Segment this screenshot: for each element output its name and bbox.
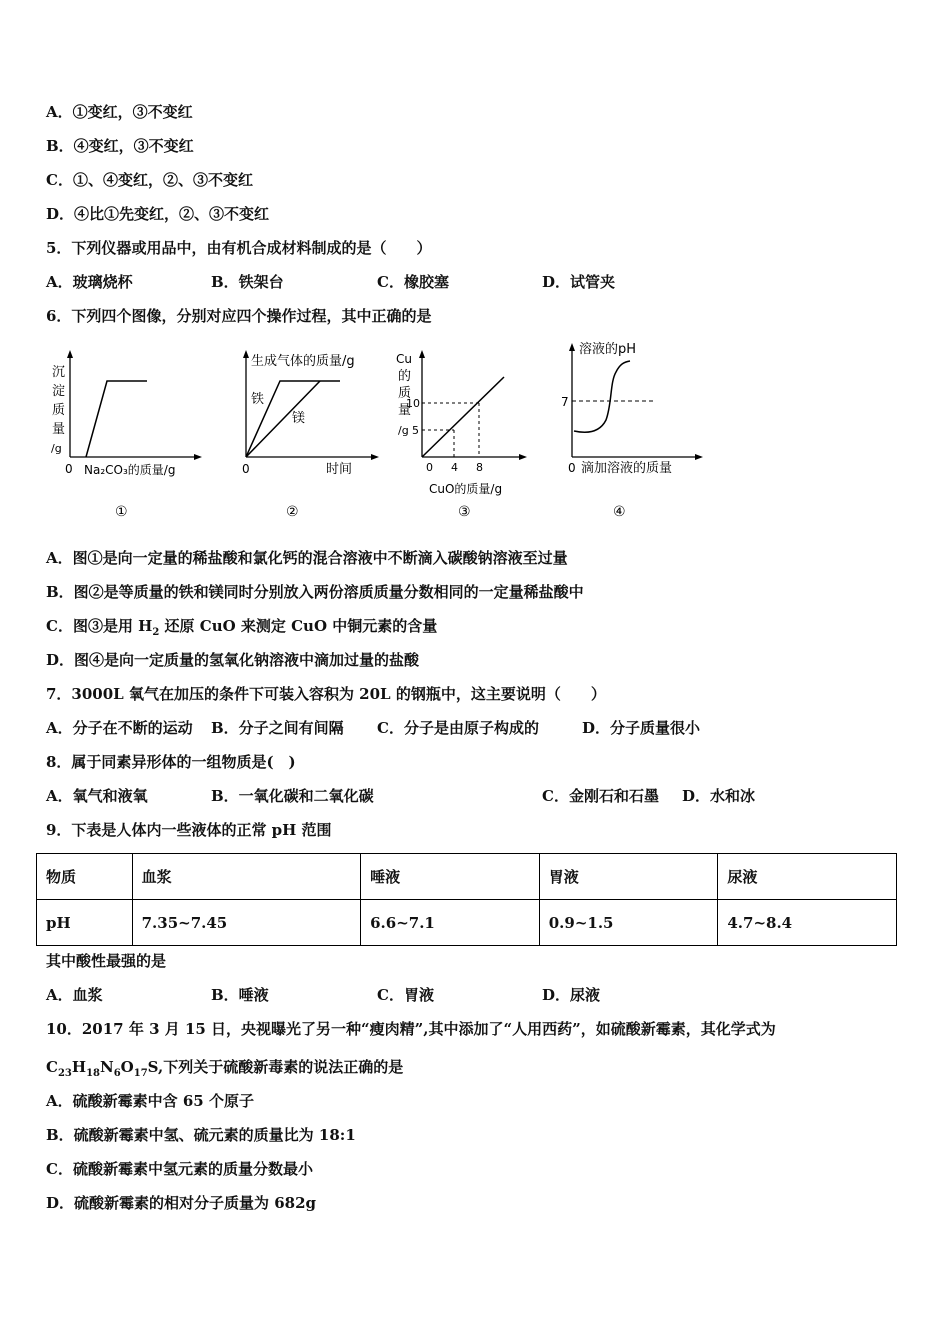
table-cell: 尿液	[718, 854, 897, 900]
fig3-tick-x-0: 0	[426, 461, 433, 474]
fig2-line-2-label: 镁	[292, 411, 306, 426]
q5-option-c: C．橡胶塞	[377, 273, 449, 291]
q6-figure-2	[236, 345, 381, 525]
q10-stem: 10．2017 年 3 月 15 日，央视曝光了另一种“瘦肉精”,其中添加了“人用西药”，如硫酸新霉素，其化学式为	[46, 1020, 776, 1038]
fig4-origin: 0	[568, 461, 576, 475]
q6-figure-4	[560, 330, 710, 525]
q8-option-d: D．水和冰	[682, 787, 756, 805]
q10-formula-line: $C_{23}H_{18}N_6O_{17}S$,下列关于硫酸新毒素的说法正确的是	[46, 1058, 404, 1079]
fig3-tick-y-10: 10	[406, 397, 420, 410]
q10-option-a: A．硫酸新霉素中含 65 个原子	[46, 1092, 254, 1110]
q5-option-d: D．试管夹	[542, 273, 616, 291]
q6-option-c: C．图③是用 $H_2$ 还原 CuO 来测定 CuO 中铜元素的含量	[46, 617, 438, 638]
q4-option-c: C．①、④变红，②、③不变红	[46, 171, 253, 189]
q8-option-b: B．一氧化碳和二氧化碳	[211, 787, 374, 805]
fig1-ylabel-1: 淀	[52, 384, 66, 399]
q6-option-d: D．图④是向一定质量的氢氧化钠溶液中滴加过量的盐酸	[46, 651, 420, 669]
fig4-x-arrow	[695, 454, 703, 460]
fig4-caption: ④	[613, 504, 626, 520]
q10-option-c: C．硫酸新霉素中氢元素的质量分数最小	[46, 1160, 313, 1178]
fig3-caption: ③	[458, 504, 471, 520]
table-row	[37, 900, 897, 946]
fig1-ylabel-2: 质	[52, 403, 66, 418]
q9-option-d: D．尿液	[542, 986, 601, 1004]
table-cell: 唾液	[361, 854, 540, 900]
fig1-caption: ①	[115, 504, 128, 520]
fig2-x-arrow	[371, 454, 379, 460]
q7-option-a: A．分子在不断的运动	[46, 719, 193, 737]
q8-stem: 8．属于同素异形体的一组物质是( )	[46, 753, 296, 771]
q6-stem: 6．下列四个图像，分别对应四个操作过程，其中正确的是	[46, 307, 432, 325]
q7-stem: 7．3000L 氧气在加压的条件下可装入容积为 20L 的钢瓶中，这主要说明（ ）	[46, 685, 606, 703]
fig3-tick-x-8: 8	[476, 461, 483, 474]
q10-option-b: B．硫酸新霉素中氢、硫元素的质量比为 18:1	[46, 1126, 356, 1144]
q4-option-b: B．④变红，③不变红	[46, 137, 194, 155]
q8-option-a: A．氧气和液氧	[46, 787, 148, 805]
table-cell: 6.6~7.1	[361, 900, 540, 946]
fig1-ylabel-3: 量	[52, 422, 66, 437]
fig1-x-arrow	[194, 454, 202, 460]
q5-stem: 5．下列仪器或用品中，由有机合成材料制成的是（ ）	[46, 239, 432, 257]
fig1-curve	[86, 381, 147, 457]
fig3-ylabel-3: 量	[398, 403, 412, 418]
fig4-xlabel: 滴加溶液的质量	[581, 461, 673, 476]
fig3-y-arrow	[419, 350, 425, 358]
fig1-xlabel: Na₂CO₃的质量/g	[84, 463, 176, 477]
q6-figure-1	[44, 345, 204, 525]
fig1-y-arrow	[67, 350, 73, 358]
fig1-ylabel-0: 沉	[52, 365, 66, 380]
table-cell: 0.9~1.5	[539, 900, 718, 946]
fig4-curve	[574, 361, 630, 432]
fig3-ylabel-0: Cu	[396, 352, 412, 366]
table-cell: pH	[37, 900, 133, 946]
q5-option-b: B．铁架台	[211, 273, 284, 291]
q9-followup: 其中酸性最强的是	[46, 952, 167, 970]
fig3-ylabel-1: 的	[398, 369, 412, 384]
ph-table	[36, 853, 897, 946]
q7-option-b: B．分子之间有间隔	[211, 719, 344, 737]
fig2-origin: 0	[242, 462, 250, 476]
table-cell: 7.35~7.45	[132, 900, 361, 946]
fig3-x-arrow	[519, 454, 527, 460]
q4-option-d: D．④比①先变红，②、③不变红	[46, 205, 270, 223]
table-cell: 胃液	[539, 854, 718, 900]
fig1-ylabel-4: /g	[51, 442, 62, 455]
fig3-xlabel: CuO的质量/g	[429, 482, 503, 496]
table-cell: 物质	[37, 854, 133, 900]
table-cell: 4.7~8.4	[718, 900, 897, 946]
q9-stem: 9．下表是人体内一些液体的正常 pH 范围	[46, 821, 332, 839]
q4-option-a: A．①变红，③不变红	[46, 103, 193, 121]
fig3-line	[422, 377, 504, 457]
q9-option-b: B．唾液	[211, 986, 269, 1004]
fig2-y-arrow	[243, 350, 249, 358]
q6-figure-3	[392, 345, 537, 525]
q6-option-b: B．图②是等质量的铁和镁同时分别放入两份溶质质量分数相同的一定量稀盐酸中	[46, 583, 584, 601]
q8-option-c: C．金刚石和石墨	[542, 787, 659, 805]
q9-option-c: C．胃液	[377, 986, 434, 1004]
q5-option-a: A．玻璃烧杯	[46, 273, 133, 291]
fig4-ylabel: 溶液的pH	[579, 342, 637, 357]
q7-option-d: D．分子质量很小	[582, 719, 701, 737]
fig2-xlabel: 时间	[326, 462, 353, 477]
fig2-line-1-label: 铁	[251, 392, 265, 407]
q7-option-c: C．分子是由原子构成的	[377, 719, 539, 737]
q6-option-a: A．图①是向一定量的稀盐酸和氯化钙的混合溶液中不断滴入碳酸钠溶液至过量	[46, 549, 568, 567]
table-cell: 血浆	[132, 854, 361, 900]
fig3-tick-x-4: 4	[451, 461, 458, 474]
q10-option-d: D．硫酸新霉素的相对分子质量为 682g	[46, 1194, 317, 1212]
fig3-ylabel-4: /g	[398, 424, 409, 437]
table-header-row	[37, 854, 897, 900]
fig4-tick-y-7: 7	[561, 395, 569, 409]
fig3-ylabel-2: 质	[398, 386, 412, 401]
fig2-caption: ②	[286, 504, 299, 520]
fig3-tick-y-5: 5	[412, 424, 419, 437]
fig4-y-arrow	[569, 343, 575, 351]
fig1-origin: 0	[65, 462, 73, 476]
q9-option-a: A．血浆	[46, 986, 103, 1004]
fig2-ylabel: 生成气体的质量/g	[251, 354, 355, 369]
